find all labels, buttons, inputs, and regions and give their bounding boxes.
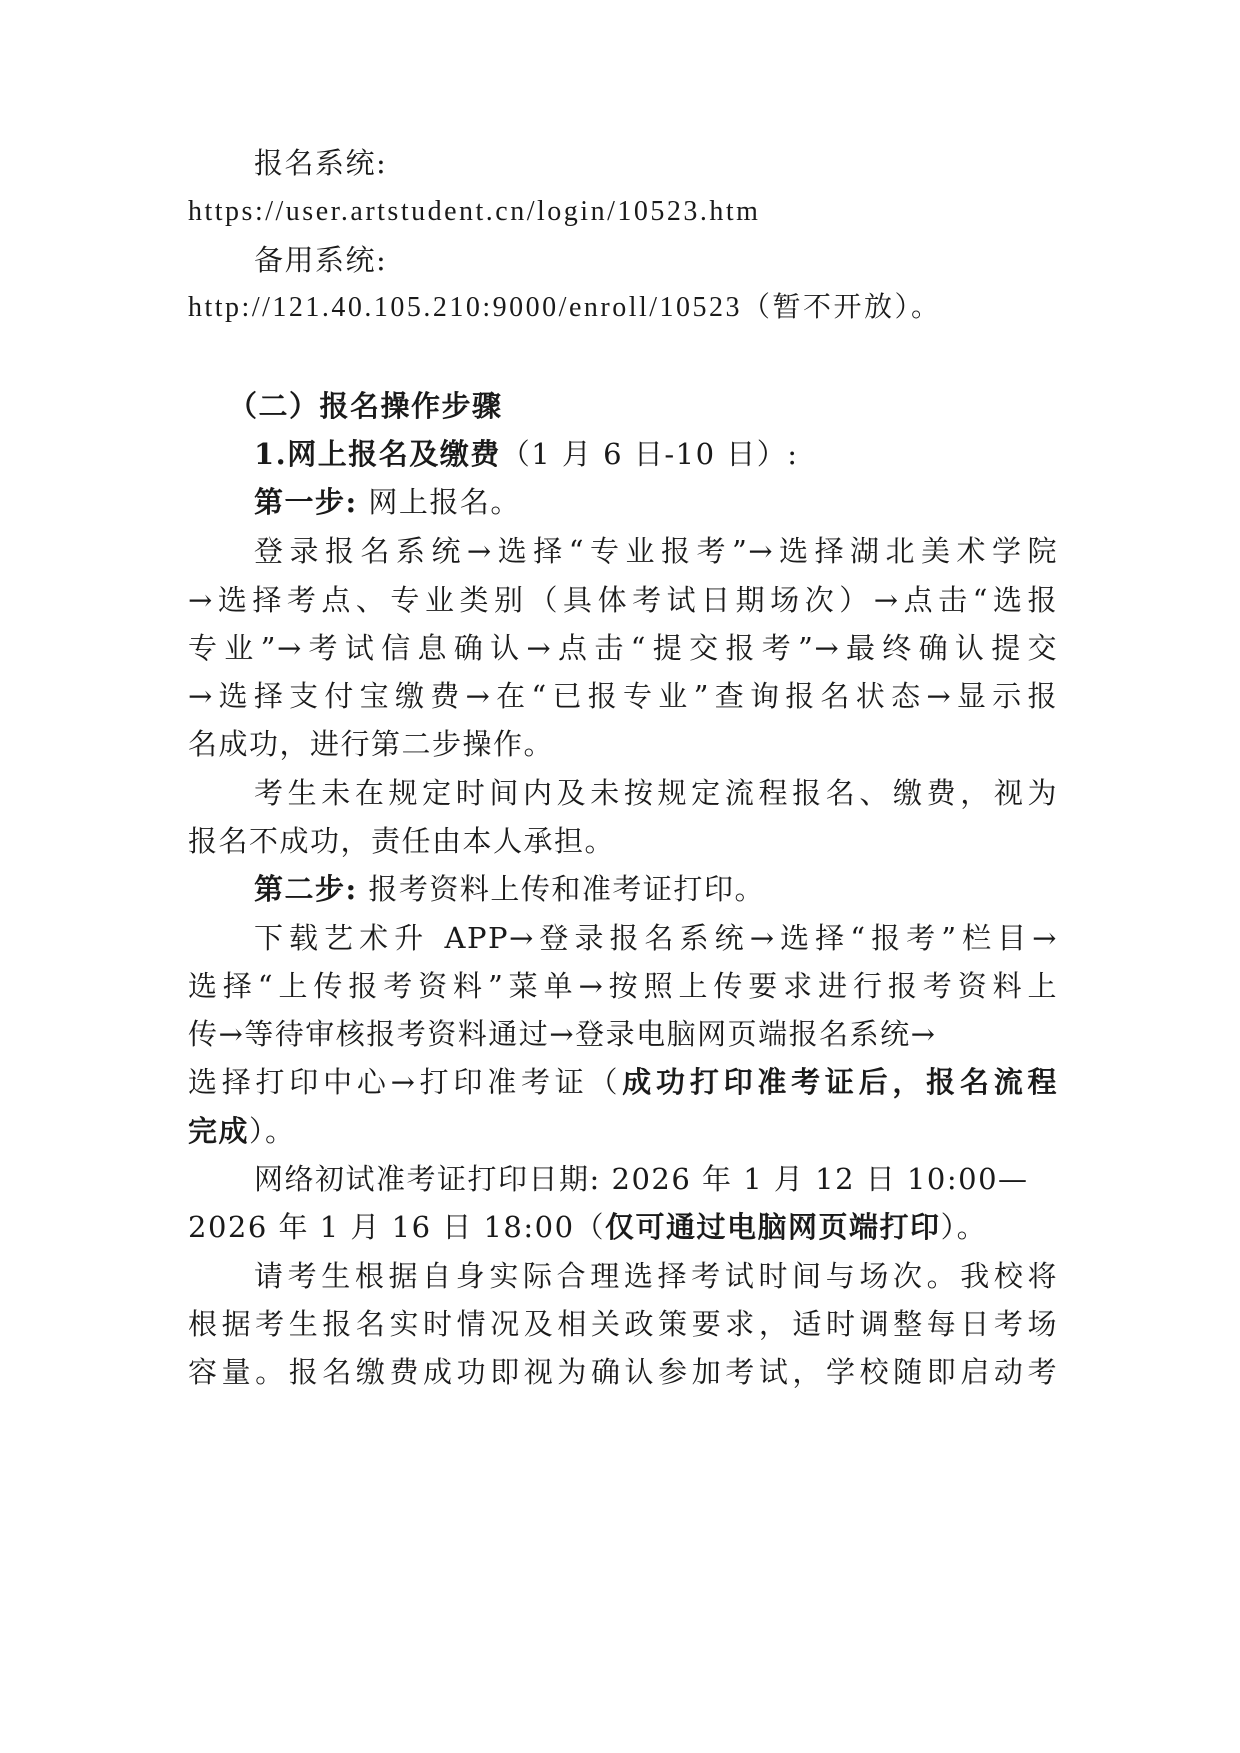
step2-flow-line: 传→等待审核报考资料通过→登录电脑网页端报名系统→ [188, 1017, 937, 1051]
step1-warning-line: 报名不成功，责任由本人承担。 [188, 824, 616, 858]
step2-flow-line: 选择“上传报考资料”菜单→按照上传要求进行报考资料上 [188, 969, 1058, 1003]
step2-flow-end [188, 1111, 296, 1151]
subsection-title [254, 434, 799, 474]
print-date-end: ）。 [940, 1210, 988, 1244]
subsection-title-dates: （1 月 6 日-10 日）: [500, 437, 799, 471]
registration-system-label: 报名系统: [254, 146, 388, 180]
step2-heading [254, 869, 765, 909]
step1-flow-line: 登录报名系统→选择“专业报考”→选择湖北美术学院 [254, 534, 1058, 568]
print-date-line: 网络初试准考证打印日期: 2026 年 1 月 12 日 10:00— [254, 1162, 1029, 1196]
step1-flow-line: →选择考点、专业类别（具体考试日期场次）→点击“选报 [188, 583, 1058, 617]
step1-warning-line: 考生未在规定时间内及未按规定流程报名、缴费，视为 [254, 776, 1058, 810]
step1-label: 第一步: [254, 485, 358, 519]
section-heading: （二）报名操作步骤 [228, 389, 503, 423]
step2-label: 第二步: [254, 872, 358, 906]
step2-flow-end-bold: 完成 [188, 1114, 250, 1148]
step1-heading [254, 482, 521, 522]
backup-system-url[interactable]: http://121.40.105.210:9000/enroll/10523（暂不开放）。 [188, 292, 942, 323]
step2-flow-line: 下载艺术升 APP→登录报名系统→选择“报考”栏目→ [254, 921, 1058, 955]
step2-flow-line-last [188, 1062, 1058, 1102]
notice-line: 容量。报名缴费成功即视为确认参加考试，学校随即启动考 [188, 1355, 1058, 1389]
step2-flow-end-plain: ）。 [249, 1114, 296, 1148]
notice-line: 请考生根据自身实际合理选择考试时间与场次。我校将 [254, 1259, 1058, 1293]
backup-system-label: 备用系统: [254, 243, 388, 277]
print-date-plain: 2026 年 1 月 16 日 18:00（ [188, 1210, 606, 1244]
step2-flow-plain: 选择打印中心→打印准考证（ [188, 1065, 623, 1099]
print-date-line-2 [188, 1207, 987, 1247]
subsection-title-bold: 1.网上报名及缴费 [254, 437, 501, 471]
step1-flow-line: 专业”→考试信息确认→点击“提交报考”→最终确认提交 [188, 631, 1058, 665]
step1-flow-line: →选择支付宝缴费→在“已报专业”查询报名状态→显示报 [188, 679, 1058, 713]
step1-flow-line: 名成功，进行第二步操作。 [188, 727, 555, 761]
step2-text: 报考资料上传和准考证打印。 [357, 872, 765, 906]
print-date-bold: 仅可通过电脑网页端打印 [605, 1210, 941, 1244]
notice-line: 根据考生报名实时情况及相关政策要求，适时调整每日考场 [188, 1307, 1058, 1341]
step1-text: 网上报名。 [357, 485, 521, 519]
registration-system-url[interactable]: https://user.artstudent.cn/login/10523.htm [188, 196, 761, 227]
step2-flow-bold: 成功打印准考证后，报名流程 [622, 1065, 1058, 1099]
